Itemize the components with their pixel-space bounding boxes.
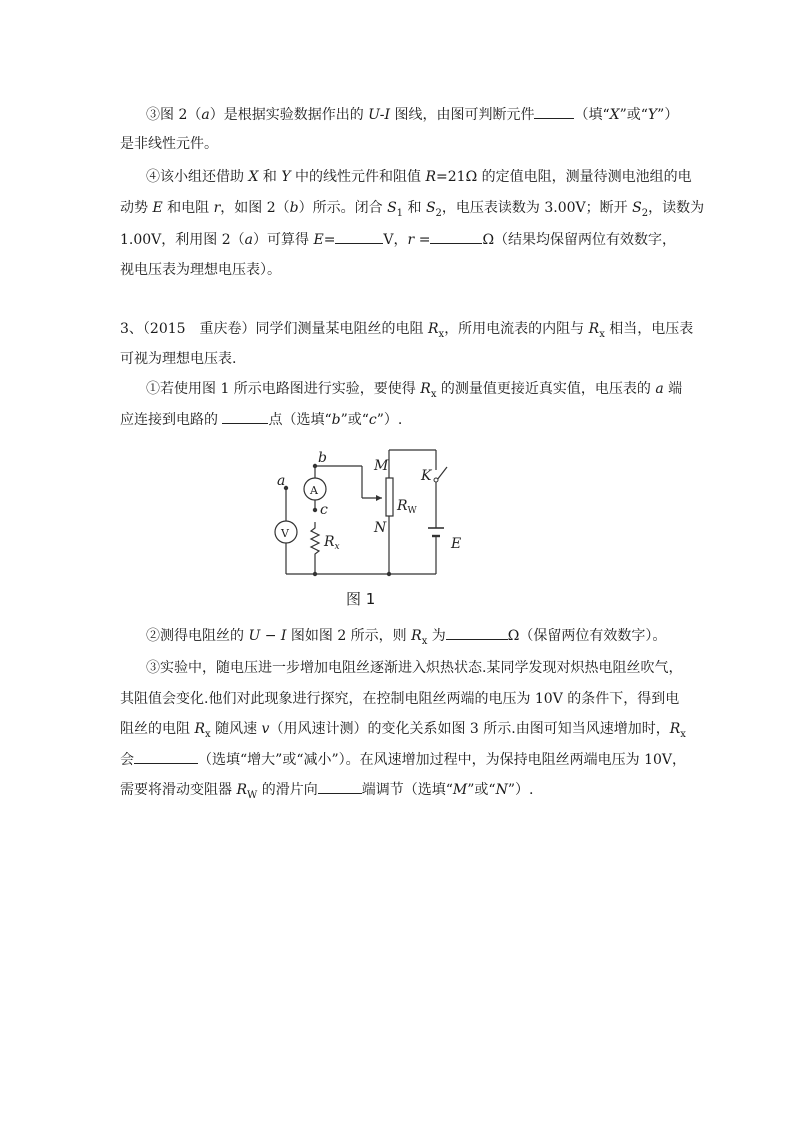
label-c: c (320, 502, 328, 518)
para2-line2: 动势 E 和电阻 r，如图 2（b）所示。闭合 $S_1$ 和 $S_2$，电压表读数为 3.00V；断开 $S_2$，读数为 (120, 200, 705, 219)
label-K: K (421, 468, 432, 484)
q3-sub3-line2: 其阻值会变化.他们对此现象进行探究，在控制电阻丝两端的电压为 10V 的条件下，得到电 (120, 691, 680, 707)
label-M: M (374, 458, 389, 474)
q3-sub3-line4: 会 （选填“增大”或“减小”）。在风速增加过程中，为保持电阻丝两端电压为 10V， (120, 749, 686, 770)
circuit-diagram (260, 444, 480, 584)
ammeter-symbol: A (310, 484, 318, 497)
q3-sub3-line5: 需要将滑动变阻器 $R_W$ 的滑片向 端调节（选填“M”或“N”）. (120, 779, 533, 806)
q3-sub1-line2: 应连接到电路的 点（选填“b”或“c”）. (120, 409, 402, 430)
para1-line2: 是非线性元件。 (120, 136, 218, 152)
answer-blank-rx[interactable] (446, 625, 508, 640)
q3-line2: 可视为理想电压表. (120, 351, 237, 367)
label-rw: $R_W$ (397, 498, 417, 516)
q3-sub1-line1: ①若使用图 1 所示电路图进行实验，要使得 $R_x$ 的测量值更接近真实值，电压表的 a 端 (146, 381, 683, 400)
q3-sub3-line1: ③实验中，随电压进一步增加电阻丝逐渐进入炽热状态.某同学发现对炽热电阻丝吹气， (146, 660, 683, 676)
voltmeter-symbol: V (281, 527, 289, 540)
q3-line1: 3、（2015 重庆卷）同学们测量某电阻丝的电阻 $R_x$，所用电流表的内阻与 $R_x$ 相当，电压表 (120, 321, 694, 340)
answer-blank-direction[interactable] (318, 779, 362, 794)
answer-blank-trend[interactable] (134, 749, 198, 764)
label-E: E (451, 536, 462, 552)
para2-line3: 1.00V，利用图 2（a）可算得 E= V，r = Ω（结果均保留两位有效数字， (120, 229, 676, 250)
q3-sub2-line1: ②测得电阻丝的 U − I 图如图 2 所示，则 $R_x$ 为 Ω（保留两位有效数字）。 (146, 625, 666, 652)
label-a: a (277, 473, 286, 489)
figure-caption: 图 1 (346, 590, 376, 608)
label-b: b (318, 450, 327, 466)
label-N: N (374, 520, 387, 536)
para2-line1: ④该小组还借助 X 和 Y 中的线性元件和阻值 R=21Ω 的定值电阻，测量待测电池组的电 (146, 169, 692, 185)
para1-line1: ③图 2（a）是根据实验数据作出的 U-I 图线，由图可判断元件 （填“X”或“Y”） (146, 104, 678, 125)
answer-blank-resistance[interactable] (430, 229, 482, 244)
answer-blank-element[interactable] (534, 104, 574, 119)
answer-blank-emf[interactable] (335, 229, 383, 244)
answer-blank-point[interactable] (222, 409, 268, 424)
q3-sub3-line3: 阻丝的电阻 $R_x$ 随风速 v（用风速计测）的变化关系如图 3 所示.由图可知当风速增加时，$R_x$ (120, 721, 686, 740)
para2-line4: 视电压表为理想电压表）。 (120, 262, 281, 278)
label-rx: $R_x$ (324, 534, 340, 552)
